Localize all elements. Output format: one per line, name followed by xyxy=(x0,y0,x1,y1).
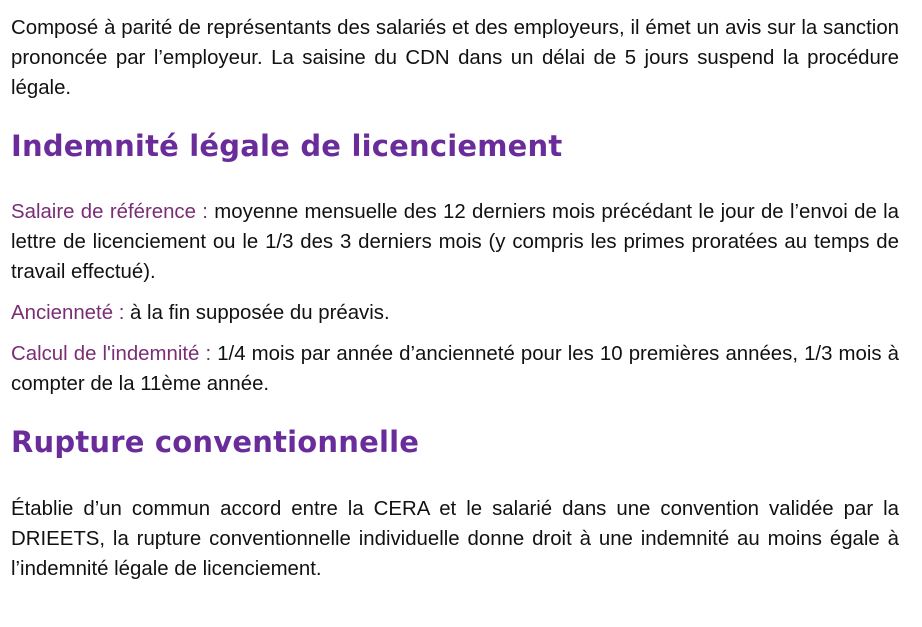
rupture-paragraph: Établie d’un commun accord entre la CERA et le salarié dans une convention validée par la DRIEETS, la rupture conventionnelle individuelle donne droit à une indemnité au moins égale à l’indemnité légale de licenciement. xyxy=(11,498,899,580)
anciennete-text: à la fin supposée du préavis. xyxy=(124,302,390,324)
document-page xyxy=(11,13,899,584)
calcul-indemnite-label: Calcul de l'indemnité : xyxy=(11,343,212,365)
anciennete-paragraph xyxy=(11,298,899,328)
calcul-indemnite-text: 1/4 mois par année d’ancienneté pour les 10 premières années, 1/3 mois à compter de la 11ème année. xyxy=(11,343,900,395)
intro-paragraph: Composé à parité de représentants des salariés et des employeurs, il émet un avis sur la sanction prononcée par l’employeur. La saisine du CDN dans un délai de 5 jours suspend la procédure légale. xyxy=(11,17,899,99)
salaire-reference-paragraph xyxy=(11,197,899,287)
section-heading-indemnite: Indemnité légale de licenciement xyxy=(11,129,563,163)
salaire-reference-label: Salaire de référence : xyxy=(11,201,208,223)
calcul-indemnite-paragraph xyxy=(11,339,899,399)
anciennete-label: Ancienneté : xyxy=(11,302,125,324)
salaire-reference-text: moyenne mensuelle des 12 derniers mois précédant le jour de l’envoi de la lettre de licenciement ou le 1/3 des 3 derniers mois (y compris les primes proratées au temps de travail effectué). xyxy=(11,201,899,283)
section-heading-rupture: Rupture conventionnelle xyxy=(11,425,420,459)
